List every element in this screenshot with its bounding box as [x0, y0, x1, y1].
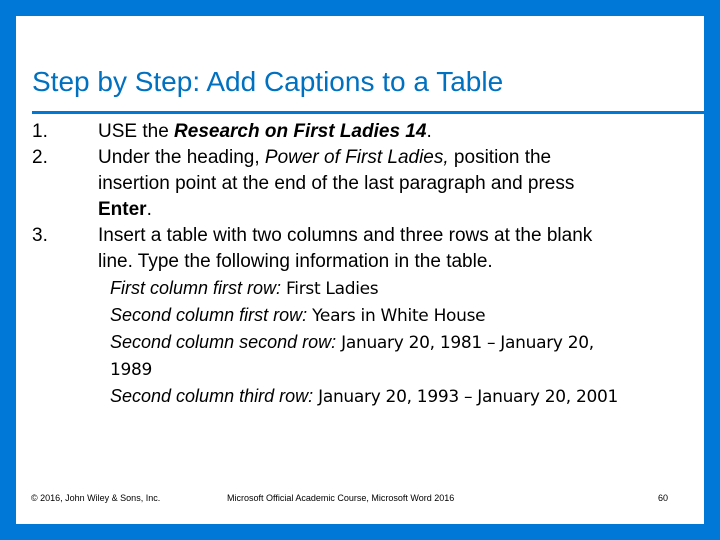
entry-value: Years in White House — [312, 306, 486, 326]
table-entry — [32, 383, 692, 410]
step-number: 3. — [32, 225, 48, 246]
footer-copyright: © 2016, John Wiley & Sons, Inc. — [31, 493, 161, 503]
footer-course: Microsoft Official Academic Course, Microsoft Word 2016 — [227, 493, 455, 503]
entry-label: Second column third row: — [110, 386, 319, 406]
entry-value-continued: 1989 — [110, 360, 153, 380]
step-text: USE the — [98, 121, 175, 142]
step-2 — [32, 145, 692, 223]
step-1 — [32, 119, 692, 145]
key-name: Enter — [98, 199, 147, 220]
step-number: 2. — [32, 147, 48, 168]
entry-value: January 20, 1993 – January 20, 2001 — [318, 387, 619, 407]
step-text: . — [426, 121, 432, 142]
step-number: 1. — [32, 121, 48, 142]
heading-name: Power of First Ladies, — [264, 147, 449, 168]
document-name: Research on First Ladies 14 — [174, 121, 427, 142]
slide-title: Step by Step: Add Captions to a Table — [32, 66, 504, 97]
entry-label: Second column second row: — [110, 332, 342, 352]
entry-value: First Ladies — [286, 279, 379, 299]
step-text: Under the heading, — [98, 147, 265, 168]
entry-value: January 20, 1981 – January 20, — [341, 333, 594, 353]
table-entry — [32, 329, 692, 383]
step-text: Insert a table with two columns and three rows at the blank — [98, 225, 593, 246]
step-3 — [32, 223, 692, 275]
footer-page-number: 60 — [657, 493, 668, 503]
step-text: insertion point at the end of the last paragraph and press — [98, 173, 575, 194]
slide — [16, 16, 704, 524]
entry-label: First column first row: — [110, 278, 287, 298]
slide-body — [32, 119, 692, 410]
step-text: position the — [448, 147, 552, 168]
step-text: . — [146, 199, 152, 220]
table-entry — [32, 302, 692, 329]
table-entry — [32, 275, 692, 302]
entry-label: Second column first row: — [110, 305, 313, 325]
step-text: line. Type the following information in the table. — [98, 251, 493, 272]
title-divider — [32, 111, 704, 114]
